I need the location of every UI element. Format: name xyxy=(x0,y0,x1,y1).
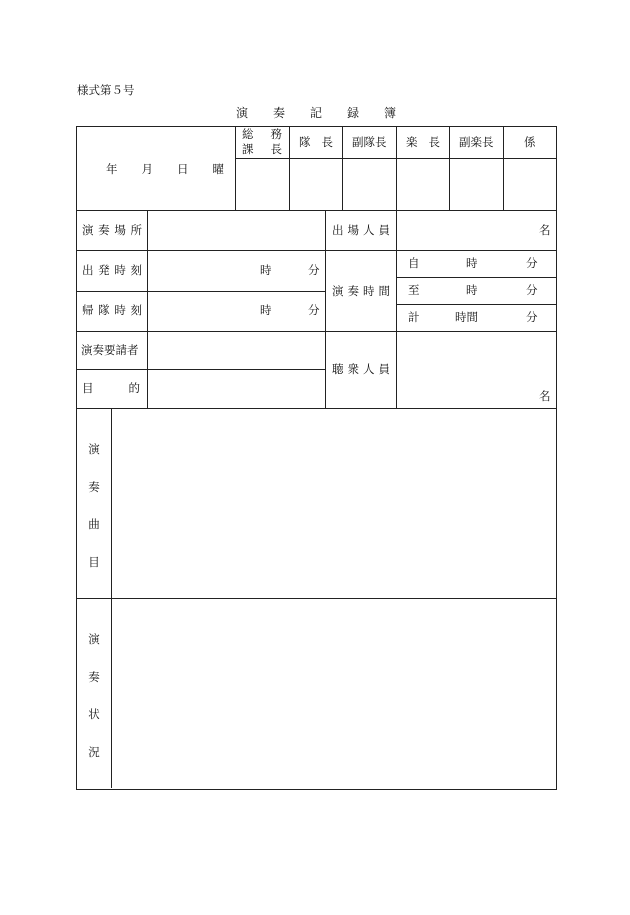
date-month-label: 月 xyxy=(141,162,153,176)
date-block xyxy=(106,164,224,176)
return-time-label: 帰 隊 時 刻 xyxy=(82,303,142,317)
rule-col xyxy=(449,126,450,210)
return-minute-unit: 分 xyxy=(308,303,320,317)
approval-vice-captain: 副隊長 xyxy=(352,135,387,149)
date-day-label: 日 xyxy=(177,162,189,176)
return-hour-unit: 時 xyxy=(260,303,272,317)
approval-vice-bandmaster: 副楽長 xyxy=(459,135,494,149)
rule-col xyxy=(111,408,112,788)
rule-col xyxy=(342,126,343,210)
rule-row xyxy=(76,291,326,292)
status-label: 演 奏 状 況 xyxy=(88,632,100,759)
attendees-label: 出 場 人 員 xyxy=(332,223,390,237)
rule-col xyxy=(289,126,290,210)
duration-from-label: 自 xyxy=(408,256,420,270)
purpose-label: 目 的 xyxy=(82,381,140,395)
approval-general-affairs-top: 総 務 xyxy=(242,127,282,141)
duration-to-minute-unit: 分 xyxy=(526,283,538,297)
rule-row xyxy=(76,210,556,211)
title-char: 演 xyxy=(236,106,249,120)
departure-time-label: 出 発 時 刻 xyxy=(82,263,142,277)
audience-unit: 名 xyxy=(539,389,551,403)
rule-row xyxy=(76,369,326,370)
program-label: 演 奏 曲 目 xyxy=(88,442,100,569)
venue-label: 演 奏 場 所 xyxy=(82,223,142,237)
date-year-label: 年 xyxy=(106,162,118,176)
rule-col xyxy=(235,126,236,210)
approval-general-affairs-bottom: 課 長 xyxy=(242,142,282,156)
record-form xyxy=(76,126,557,790)
requester-label: 演奏要請者 xyxy=(81,343,139,357)
title-char: 奏 xyxy=(272,106,285,120)
duration-label: 演 奏 時 間 xyxy=(332,284,390,298)
duration-total-hours-unit: 時間 xyxy=(455,310,478,324)
audience-label: 聴 衆 人 員 xyxy=(332,362,390,376)
rule-row xyxy=(76,408,556,409)
approval-captain: 隊 長 xyxy=(299,135,333,149)
duration-total-minute-unit: 分 xyxy=(526,310,538,324)
duration-from-hour-unit: 時 xyxy=(466,256,478,270)
departure-minute-unit: 分 xyxy=(308,263,320,277)
title-char: 簿 xyxy=(383,106,396,120)
duration-total-label: 計 xyxy=(408,310,420,324)
duration-from-minute-unit: 分 xyxy=(526,256,538,270)
duration-to-label: 至 xyxy=(408,283,420,297)
rule-col xyxy=(325,210,326,408)
rule-col xyxy=(503,126,504,210)
date-weekday-label: 曜 xyxy=(212,162,224,176)
rule-col xyxy=(396,210,397,408)
form-number: 様式第５号 xyxy=(77,83,135,97)
duration-to-hour-unit: 時 xyxy=(466,283,478,297)
rule-time-from xyxy=(396,277,556,278)
rule-col xyxy=(396,126,397,210)
departure-hour-unit: 時 xyxy=(260,263,272,277)
form-border xyxy=(76,126,557,790)
title-char: 録 xyxy=(346,106,359,120)
rule-time-to xyxy=(396,304,556,305)
approval-staff: 係 xyxy=(524,135,536,149)
rule-row xyxy=(76,250,556,251)
document-title xyxy=(236,104,396,121)
title-char: 記 xyxy=(309,106,322,120)
rule-section xyxy=(76,598,556,599)
attendees-unit: 名 xyxy=(539,223,551,237)
approval-bandmaster: 楽 長 xyxy=(406,135,440,149)
rule-row xyxy=(76,331,556,332)
rule-col xyxy=(147,210,148,408)
